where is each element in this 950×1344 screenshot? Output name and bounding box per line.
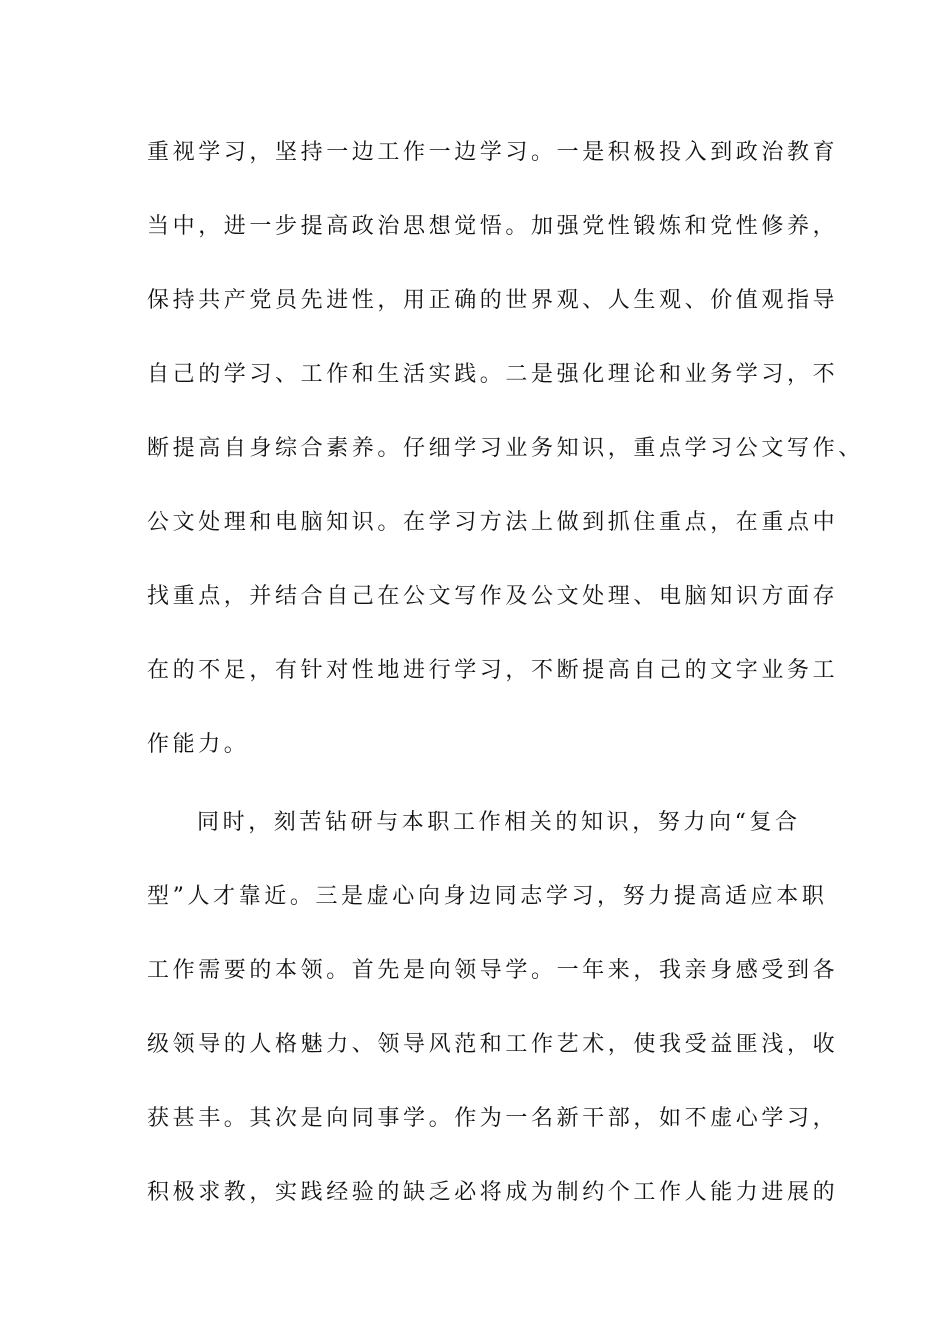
text-line: 积极求教，实践经验的缺乏必将成为制约个工作人能力进展的 xyxy=(147,1180,839,1205)
text-line: 级领导的人格魅力、领导风范和工作艺术，使我受益匪浅，收 xyxy=(147,1032,839,1057)
text-line: 获甚丰。其次是向同事学。作为一名新干部，如不虚心学习， xyxy=(147,1106,839,1131)
text-line: 自己的学习、工作和生活实践。二是强化理论和业务学习，不 xyxy=(147,362,839,387)
text-line: 当中，进一步提高政治思想觉悟。加强党性锻炼和党性修养， xyxy=(147,214,839,239)
text-line: 断提高自身综合素养。仔细学习业务知识，重点学习公文写作、 xyxy=(147,436,864,461)
text-line: 作能力。 xyxy=(147,732,250,757)
text-line: 保持共产党员先进性，用正确的世界观、人生观、价值观指导 xyxy=(147,288,839,313)
text-line: 公文处理和电脑知识。在学习方法上做到抓住重点，在重点中 xyxy=(147,510,839,535)
text-line: 在的不足，有针对性地进行学习，不断提高自己的文字业务工 xyxy=(147,658,839,683)
text-line: 重视学习，坚持一边工作一边学习。一是积极投入到政治教育 xyxy=(147,140,839,165)
text-line: 工作需要的本领。首先是向领导学。一年来，我亲身感受到各 xyxy=(147,958,839,983)
text-line-indented: 同时，刻苦钻研与本职工作相关的知识，努力向“复合 xyxy=(197,810,801,835)
text-line: 找重点，并结合自己在公文写作及公文处理、电脑知识方面存 xyxy=(147,584,839,609)
text-line: 型”人才靠近。三是虚心向身边同志学习，努力提高适应本职 xyxy=(147,884,828,909)
